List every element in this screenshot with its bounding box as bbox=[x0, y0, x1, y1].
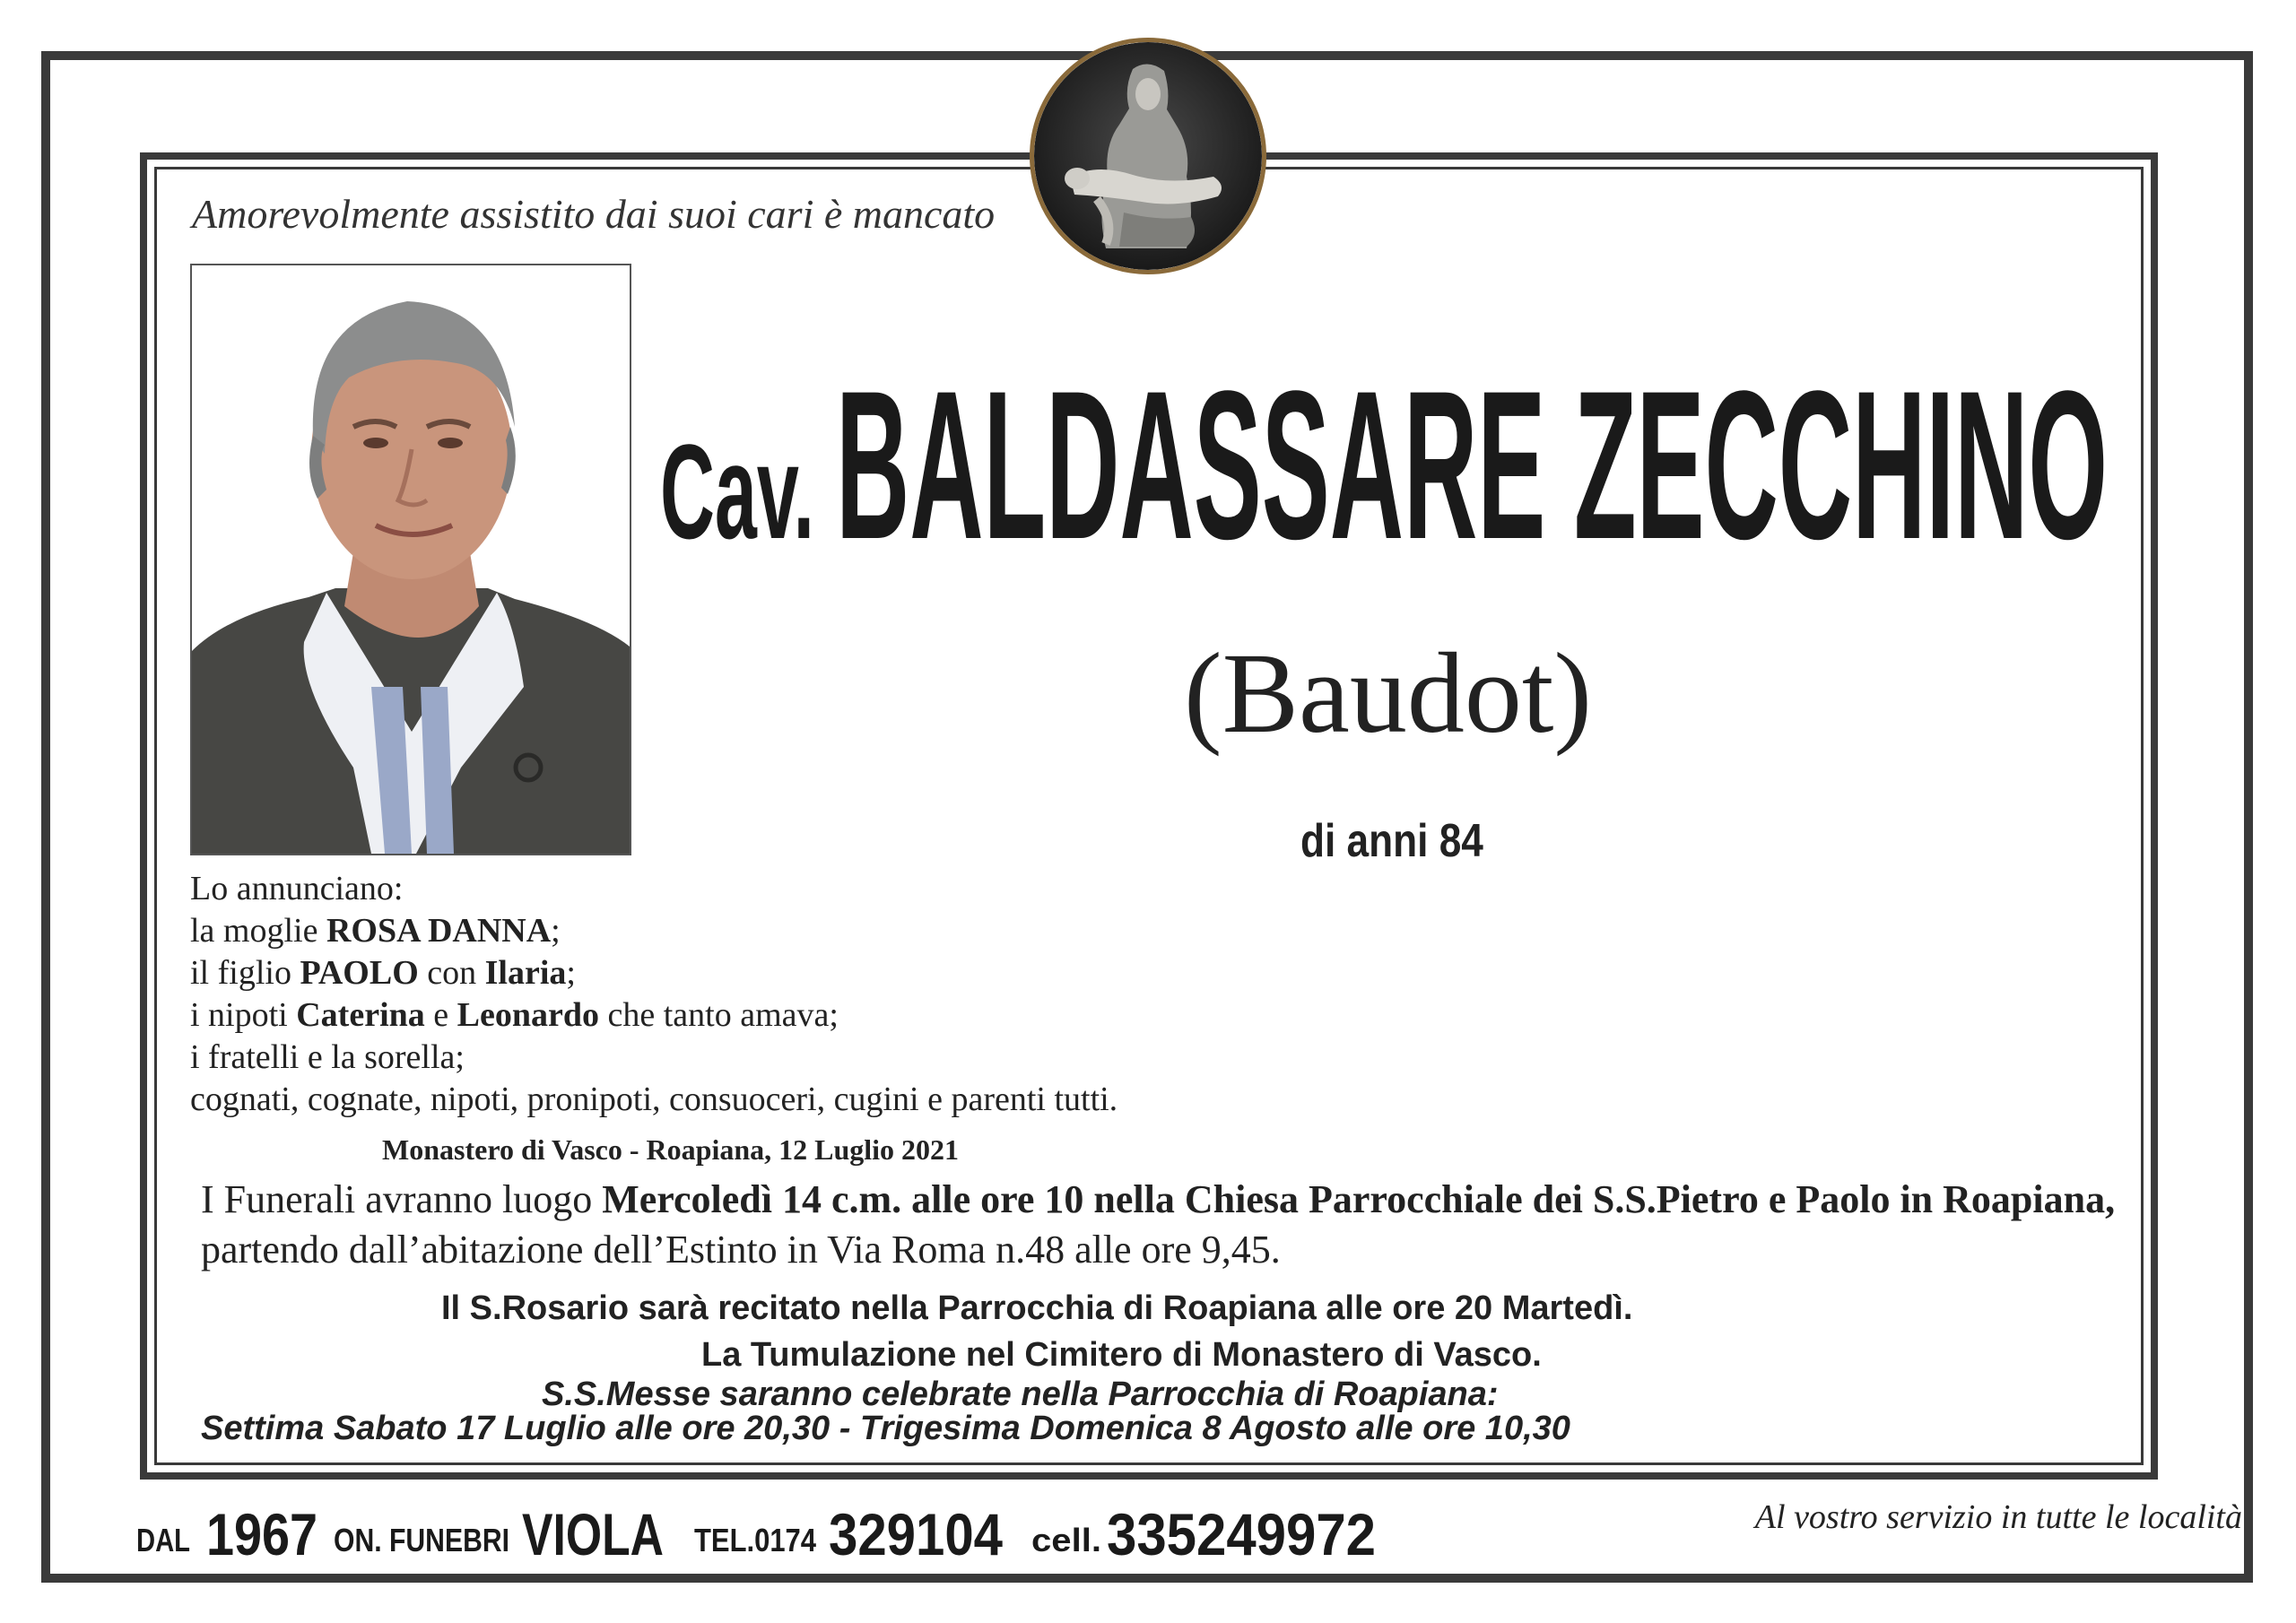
announcement-list bbox=[190, 868, 1118, 1121]
cell-number: 335249972 bbox=[1107, 1501, 1376, 1567]
masses-info: S.S.Messe saranno celebrate nella Parrocchia di Roapiana: bbox=[542, 1376, 1499, 1413]
label: e bbox=[424, 996, 457, 1034]
portrait-photo bbox=[190, 264, 631, 855]
full-name-text: BALDASSARE ZECCHINO bbox=[836, 347, 2108, 558]
son-partner-name: Ilaria bbox=[484, 954, 567, 992]
deceased-name bbox=[660, 334, 2113, 558]
wife-name: ROSA DANNA bbox=[326, 912, 552, 950]
footer-tagline: Al vostro servizio in tutte le località bbox=[1754, 1498, 2242, 1536]
company-name: VIOLA bbox=[522, 1501, 664, 1567]
tel-label: TEL.0174 bbox=[694, 1522, 816, 1558]
grandchild-name: Leonardo bbox=[457, 996, 599, 1034]
label: ; bbox=[566, 954, 576, 992]
label: I Funerali avranno luogo bbox=[201, 1177, 603, 1221]
grandchild-name: Caterina bbox=[296, 996, 425, 1034]
on-funebri-label: ON. FUNEBRI bbox=[334, 1522, 509, 1558]
place-date: Monastero di Vasco - Roapiana, 12 Luglio 2021 bbox=[382, 1133, 960, 1166]
portrait-image bbox=[192, 265, 630, 854]
funeral-home-contact bbox=[136, 1496, 1392, 1567]
dal-label: DAL bbox=[136, 1522, 190, 1558]
label: il figlio bbox=[190, 954, 300, 992]
funeral-details: Mercoledì 14 c.m. alle ore 10 nella Chiesa Parrocchiale dei S.S.Pietro e Paolo in Roapiana, bbox=[602, 1177, 2116, 1221]
age: di anni 84 bbox=[1300, 815, 1483, 867]
funeral-line-2: partendo dall’abitazione dell’Estinto in Via Roma n.48 alle ore 9,45. bbox=[201, 1228, 1281, 1271]
label: con bbox=[418, 954, 485, 992]
cell-label: cell. bbox=[1031, 1522, 1101, 1558]
masses-dates: Settima Sabato 17 Luglio alle ore 20,30 - Trigesima Domenica 8 Agosto alle ore 10,30 bbox=[201, 1410, 1570, 1447]
pieta-medallion-icon bbox=[1030, 38, 1266, 274]
honorific-text: Cav. bbox=[660, 416, 814, 558]
funeral-info bbox=[201, 1175, 2115, 1275]
announce-siblings: i fratelli e la sorella; bbox=[190, 1038, 465, 1076]
label: i nipoti bbox=[190, 996, 297, 1034]
label: la moglie bbox=[190, 912, 326, 950]
son-name: PAOLO bbox=[300, 954, 419, 992]
label: ; bbox=[551, 912, 561, 950]
nickname: (Baudot) bbox=[1184, 629, 1592, 757]
pieta-image bbox=[1034, 42, 1262, 270]
announce-wife bbox=[190, 910, 1118, 952]
intro-text: Amorevolmente assistito dai suoi cari è mancato bbox=[192, 191, 996, 237]
burial-info: La Tumulazione nel Cimitero di Monastero di Vasco. bbox=[701, 1336, 1542, 1374]
deceased-name-block bbox=[660, 334, 2113, 558]
announce-others: cognati, cognate, nipoti, pronipoti, consuoceri, cugini e parenti tutti. bbox=[190, 1081, 1118, 1118]
announce-son bbox=[190, 952, 1118, 994]
announce-grandchildren bbox=[190, 994, 1118, 1037]
year: 1967 bbox=[206, 1501, 317, 1567]
tel-number: 329104 bbox=[829, 1501, 1004, 1567]
label: che tanto amava; bbox=[599, 996, 839, 1034]
funeral-line-1 bbox=[201, 1175, 2115, 1225]
rosario-info: Il S.Rosario sarà recitato nella Parrocchia di Roapiana alle ore 20 Martedì. bbox=[441, 1289, 1633, 1327]
announce-heading: Lo annunciano: bbox=[190, 870, 404, 907]
